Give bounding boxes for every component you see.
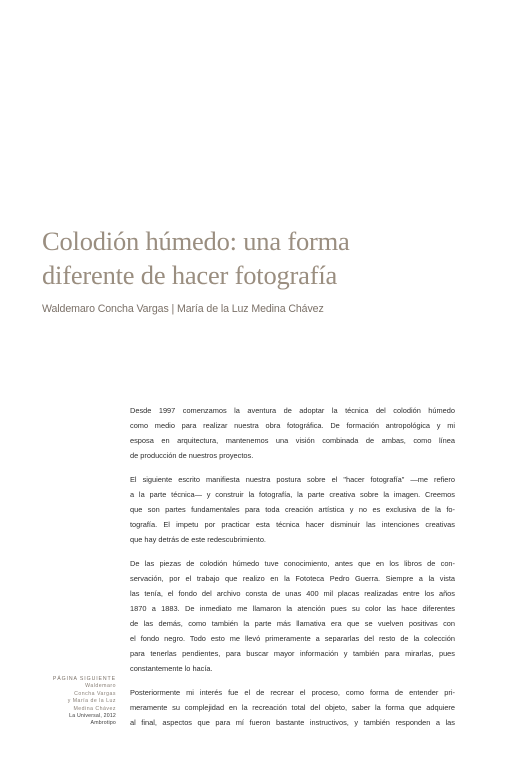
body-line: que son partes fundamentales para toda creación artística y no es exclusiva de la fo- (130, 505, 455, 514)
article-title (42, 224, 482, 292)
body-line: meramente su complejidad en la recreación total del objeto, saber la forma que adquiere (130, 703, 455, 712)
article-title-line: diferente de hacer fotografía (42, 260, 338, 290)
body-paragraph (130, 472, 455, 547)
body-line: esposa en arquitectura, mantenemos una visión combinada de ambas, como línea (130, 436, 455, 445)
body-line: a la parte técnica— y construir la fotografía, la parte creativa sobre la imagen. Creemos (130, 490, 455, 499)
body-line: Posteriormente mi interés fue el de recrear el proceso, como forma de entender pri- (130, 688, 455, 697)
body-line: de producción de nuestros proyectos. (130, 451, 254, 460)
article-authors: Waldemaro Concha Vargas | María de la Luz Medina Chávez (42, 303, 324, 315)
body-line: De las piezas de colodión húmedo tuve conocimiento, antes que en los libros de con- (130, 559, 455, 568)
body-line: constantemente lo hacía. (130, 664, 213, 673)
caption-source-line: La Universal, 2012 (69, 713, 116, 720)
body-line: al final, aspectos que para mí fueron bastante instructivos, y también responden a las (130, 718, 455, 727)
body-line: Desde 1997 comenzamos la aventura de adoptar la técnica del colodión húmedo (130, 406, 455, 415)
body-line: como medio para realizar nuestra obra fotográfica. De formación antropológica y mi (130, 421, 455, 430)
body-line: 1870 a 1883. De inmediato me llamaron la atención pues su color las hace diferentes (130, 604, 455, 613)
caption-line: Concha Vargas (74, 690, 116, 697)
body-paragraph (130, 556, 455, 676)
body-line: servación, por el trabajo que realizo en la Fototeca Pedro Guerra. Siempre a la vista (130, 574, 455, 583)
article-body (130, 403, 455, 739)
body-line: las tenía, el fondo del archivo consta de unas 400 mil placas realizadas entre los años (130, 589, 455, 598)
body-line: El siguiente escrito manifiesta nuestra postura sobre el "hacer fotografía" —me refiero (130, 475, 455, 484)
caption-line: Medina Chávez (73, 705, 116, 712)
body-line: para tenerlas pendientes, para buscar mayor información y también para mirarlas, pues (130, 649, 455, 658)
caption-source-line: Ambrotipo (90, 720, 116, 727)
margin-caption (40, 676, 116, 728)
body-line: de las demás, como también la parte más llamativa era que se vuelven positivas con (130, 619, 455, 628)
body-line: el fondo negro. Todo esto me llevó primeramente a separarlas del resto de la colección (130, 634, 455, 643)
body-paragraph (130, 685, 455, 730)
body-paragraph (130, 403, 455, 463)
article-title-line: Colodión húmedo: una forma (42, 226, 350, 256)
caption-line: y María de la Luz (67, 698, 116, 705)
caption-label: PÁGINA SIGUIENTE (52, 676, 116, 682)
body-line: tografía. El impetu por practicar esta técnica hacer disminuir las intenciones creativas (130, 520, 455, 529)
body-line: que hay detrás de este redescubrimiento. (130, 535, 266, 544)
caption-line: Waldemaro (85, 683, 116, 690)
